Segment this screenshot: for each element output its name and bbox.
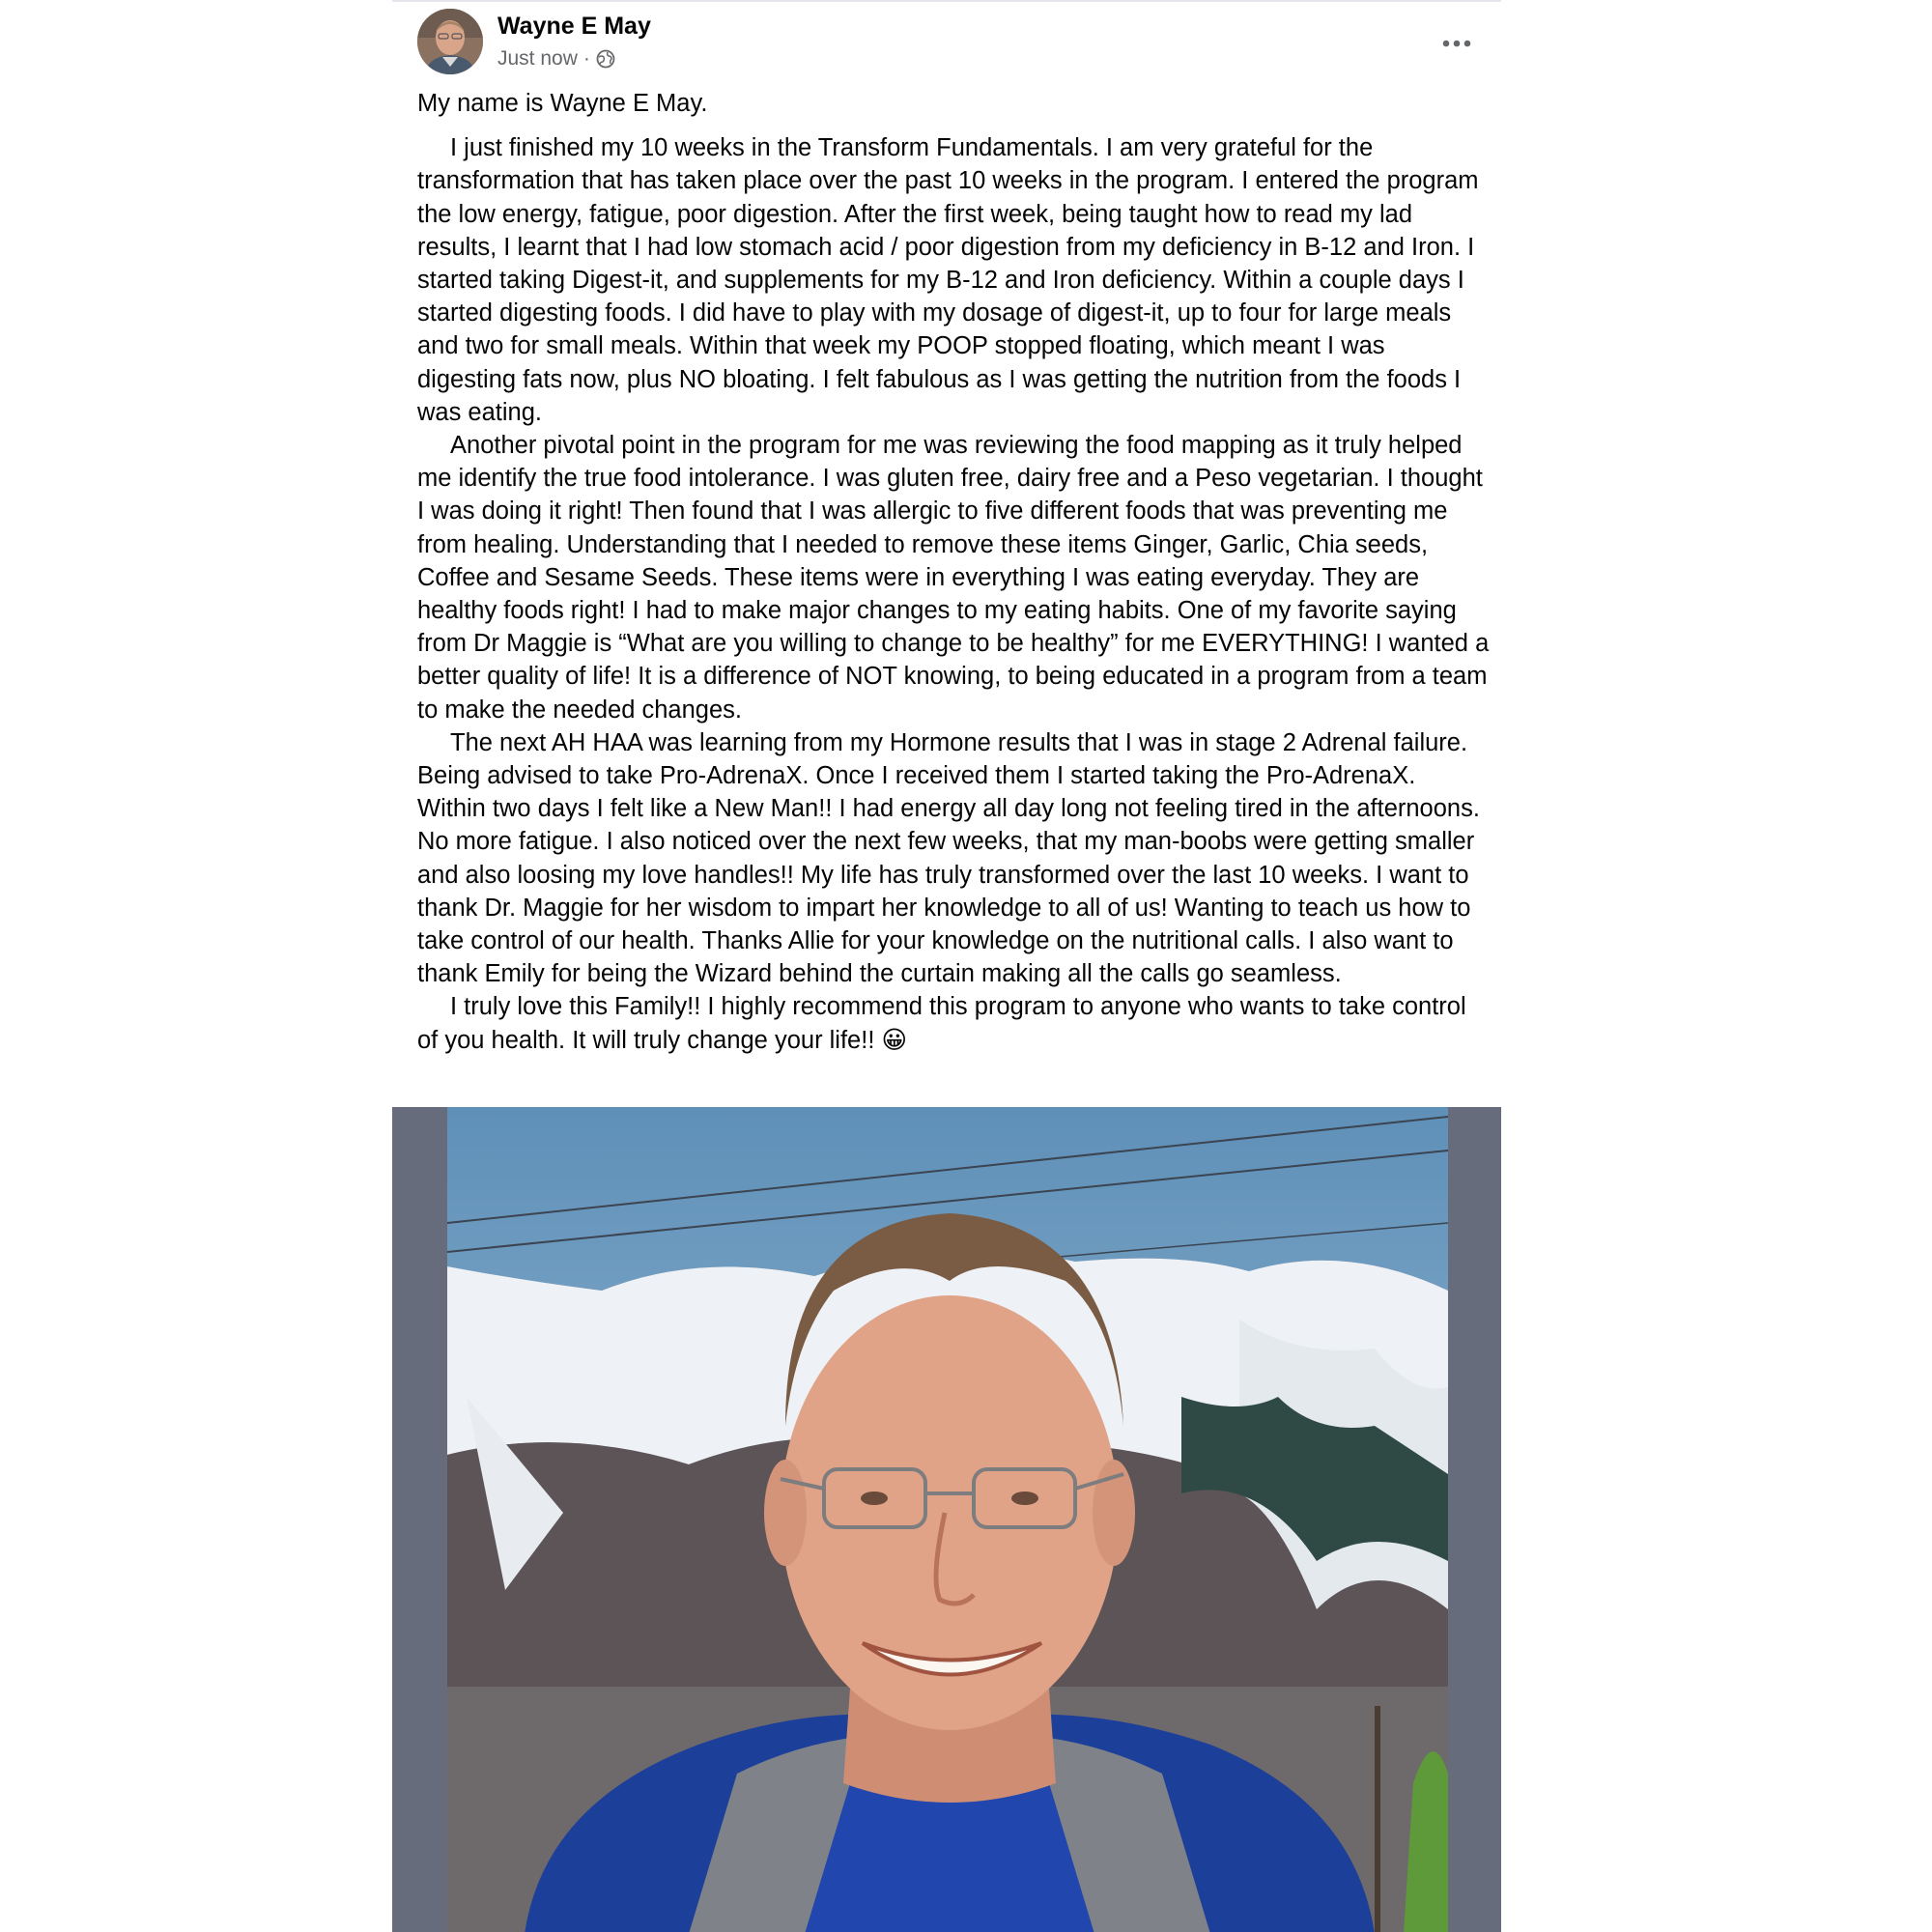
post-header bbox=[417, 9, 1478, 78]
avatar[interactable] bbox=[417, 9, 483, 74]
post-photo bbox=[447, 1107, 1448, 1932]
post-paragraph: The next AH HAA was learning from my Hormone results that I was in stage 2 Adrenal failure. Being advised to take Pro-AdrenaX. Once I received them I started taking the Pro-AdrenaX. Within two days I felt like a New Man!! I had energy all day long not feeling tired in the afternoons. No more fatigue. I also noticed over the next few weeks, that my man-boobs were getting smaller and also loosing my love handles!! My life has truly transformed over the last 10 weeks. I want to thank Dr. Maggie for her wisdom to impart her knowledge to all of us! Wanting to teach us how to take control of our health. Thanks Allie for your knowledge on the nutritional calls. I also want to thank Emily for being the Wizard behind the curtain making all the calls go seamless. bbox=[417, 728, 1480, 988]
avatar-image bbox=[417, 9, 483, 74]
post-timestamp[interactable]: Just now bbox=[497, 47, 578, 70]
more-options-icon bbox=[1442, 40, 1471, 47]
post-media[interactable] bbox=[392, 1107, 1501, 1932]
meta-separator: · bbox=[582, 47, 590, 70]
post-intro: My name is Wayne E May. bbox=[417, 90, 708, 117]
author-name[interactable]: Wayne E May bbox=[497, 13, 651, 40]
post-paragraph: I truly love this Family!! I highly recommend this program to anyone who wants to take control of you health. It will truly change your life!! 😀 bbox=[417, 993, 1466, 1054]
globe-icon[interactable] bbox=[596, 49, 615, 69]
more-options-button[interactable] bbox=[1435, 22, 1478, 65]
post-paragraph: Another pivotal point in the program for me was reviewing the food mapping as it truly helped me identify the true food intolerance. I was gluten free, dairy free and a Peso vegetarian. I thought I was doing it right! Then found that I was allergic to five different foods that was preventing me from healing. Understanding that I needed to remove these items Ginger, Garlic, Chia seeds, Coffee and Sesame Seeds. These items were in everything I was eating everyday. They are healthy foods right! I had to make major changes to my eating habits. One of my favorite saying from Dr Maggie is “What are you willing to change to be healthy” for me EVERYTHING! I wanted a better quality of life! It is a difference of NOT knowing, to being educated in a program from a team to make the needed changes. bbox=[417, 432, 1490, 724]
post-body bbox=[417, 87, 1490, 1057]
post-paragraph: I just finished my 10 weeks in the Transform Fundamentals. I am very grateful for the transformation that has taken place over the past 10 weeks in the program. I entered the program the low energy, fatigue, poor digestion. After the first week, being taught how to read my lad results, I learnt that I had low stomach acid / poor digestion from my deficiency in B-12 and Iron. I started taking Digest-it, and supplements for my B-12 and Iron deficiency. Within a couple days I started digesting foods. I did have to play with my dosage of digest-it, up to four for large meals and two for small meals. Within that week my POOP stopped floating, which meant I was digesting fats now, plus NO bloating. I felt fabulous as I was getting the nutrition from the foods I was eating. bbox=[417, 134, 1479, 426]
post-meta bbox=[497, 47, 615, 71]
facebook-post bbox=[392, 0, 1501, 1932]
